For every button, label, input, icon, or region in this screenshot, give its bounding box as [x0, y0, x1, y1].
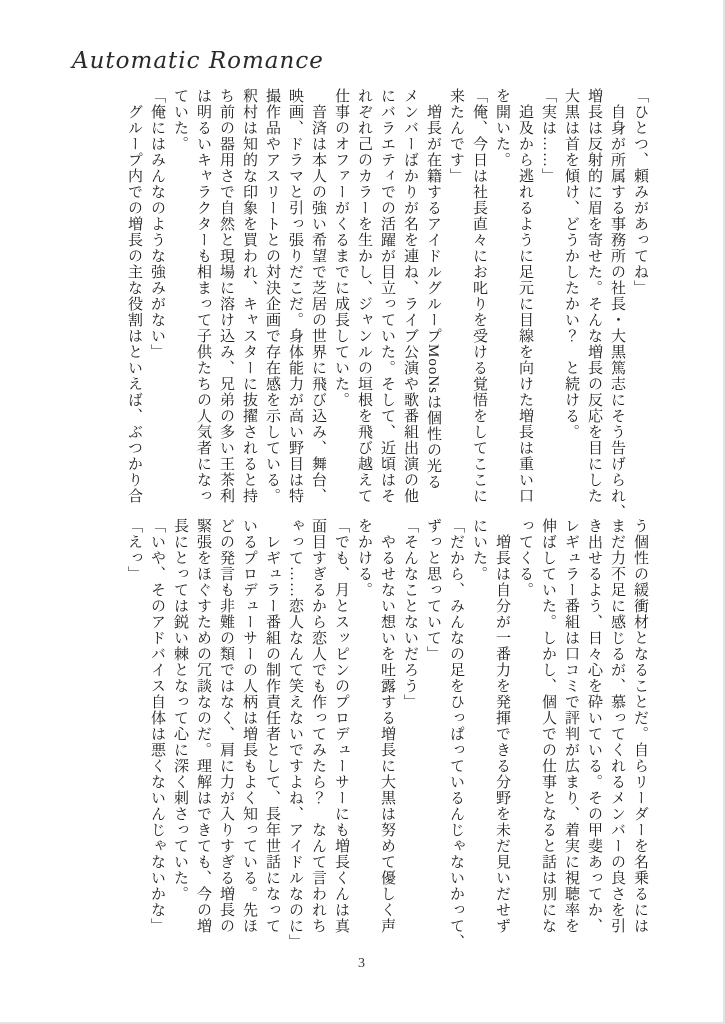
text-line: いるプロデューサーの人柄は増長もよく知っている。先ほ [241, 518, 257, 934]
text-line: 釈村は知的な印象を買われ、キャスターに抜擢されると持 [241, 88, 257, 504]
text-line: をかける。 [356, 518, 372, 598]
text-line: 「そんなことないだろう」 [402, 518, 418, 710]
text-line: 緊張をほぐすための冗談なのだ。理解はできても、今の増 [195, 518, 211, 934]
text-line: 来たんです」 [448, 88, 464, 184]
text-line: レギュラー番組の制作責任者として、長年世話になって [264, 518, 280, 934]
text-line: ってくる。 [517, 518, 533, 598]
text-line: 映画、ドラマと引っ張りだこだ。身体能力が高い野目は特 [287, 88, 303, 504]
text-line: 「俺、今日は社長直々にお叱りを受ける覚悟をしてここに [471, 88, 487, 504]
text-line: 「でも、月とスッピンのプロデューサーにも増長くんは真 [333, 518, 349, 934]
text-line: ゃって……恋人なんて笑えないですよね、アイドルなのに」 [287, 518, 303, 950]
text-line: 増長が在籍するアイドルグループMooNsは個性の光る [425, 88, 441, 491]
page-number: 3 [358, 956, 365, 971]
text-line: う個性の緩衝材となることだ。自らリーダーを名乗るには [632, 518, 648, 934]
text-line: を開いた。 [494, 88, 510, 168]
text-line: 大黒は首を傾け、どうかしたかい？ と続ける。 [563, 88, 579, 440]
text-line: どの発言も非難の類ではなく、肩に力が入りすぎる増長の [218, 518, 234, 934]
text-line: 「えっ」 [126, 518, 142, 582]
text-line: 「いや、そのアドバイス自体は悪くないんじゃないかな」 [149, 518, 165, 934]
text-line: ち前の器用さで自然と現場に溶け込み、兄弟の多い王茶利 [218, 88, 234, 504]
text-line: ずっと思っていて」 [425, 518, 441, 662]
text-line: レギュラー番組は口コミで評判が広まり、着実に視聴率を [563, 518, 579, 934]
text-line: 「だから、みんなの足をひっぱっているんじゃないかって、 [448, 518, 464, 950]
text-line: 「実は……」 [540, 88, 556, 184]
text-line: れぞれ己のカラーを生かし、ジャンルの垣根を飛び越えて [356, 88, 372, 504]
text-line: 音済は本人の強い希望で芝居の世界に飛び込み、舞台、 [310, 88, 326, 504]
text-line: 自身が所属する事務所の社長・大黒篤志にそう告げられ、 [609, 88, 625, 520]
text-line: ていた。 [172, 88, 188, 152]
text-line: き出せるよう、日々心を砕いている。その甲斐あってか、 [586, 518, 602, 934]
text-line: 長にとっては鋭い棘となって心に深く刺さっていた。 [172, 518, 188, 902]
text-line: 増長は反射的に眉を寄せた。そんな増長の反応を目にした [586, 88, 602, 504]
text-line: グループ内での増長の主な役割はといえば、ぶつかり合 [126, 88, 142, 504]
text-line: 仕事のオファーがくるまでに成長していた。 [333, 88, 349, 408]
text-line: 伸ばしていた。しかし、個人での仕事となると話は別にな [540, 518, 556, 934]
page-title: Automatic Romance [72, 48, 324, 74]
text-line: まだ力不足に感じるが、慕ってくれるメンバーの良さを引 [609, 518, 625, 934]
text-line: にいた。 [471, 518, 487, 582]
lower-text-block [122, 518, 651, 950]
text-line: 増長は自分が一番力を発揮できる分野を未だ見いだせず [494, 518, 510, 934]
text-line: は明るいキャラクターも相まって子供たちの人気者になっ [195, 88, 211, 504]
text-line: 「ひとつ、頼みがあってね」 [632, 88, 648, 296]
text-line: にバラエティでの活躍が目立っていた。そして、近頃はそ [379, 88, 395, 504]
text-line: 「俺にはみんなのような強みがない」 [149, 88, 165, 360]
text-line: 撮作品やアスリートとの対決企画で存在感を示している。 [264, 88, 280, 504]
upper-text-block [122, 88, 651, 520]
text-line: やるせない想いを吐露する増長に大黒は努めて優しく声 [379, 518, 395, 934]
text-line: 追及から逃れるように足元に目線を向けた増長は重い口 [517, 88, 533, 504]
text-line: メンバーばかりが名を連ね、ライブ公演や歌番組出演の他 [402, 88, 418, 504]
text-line: 面目すぎるから恋人でも作ってみたら？ なんて言われち [310, 518, 326, 934]
